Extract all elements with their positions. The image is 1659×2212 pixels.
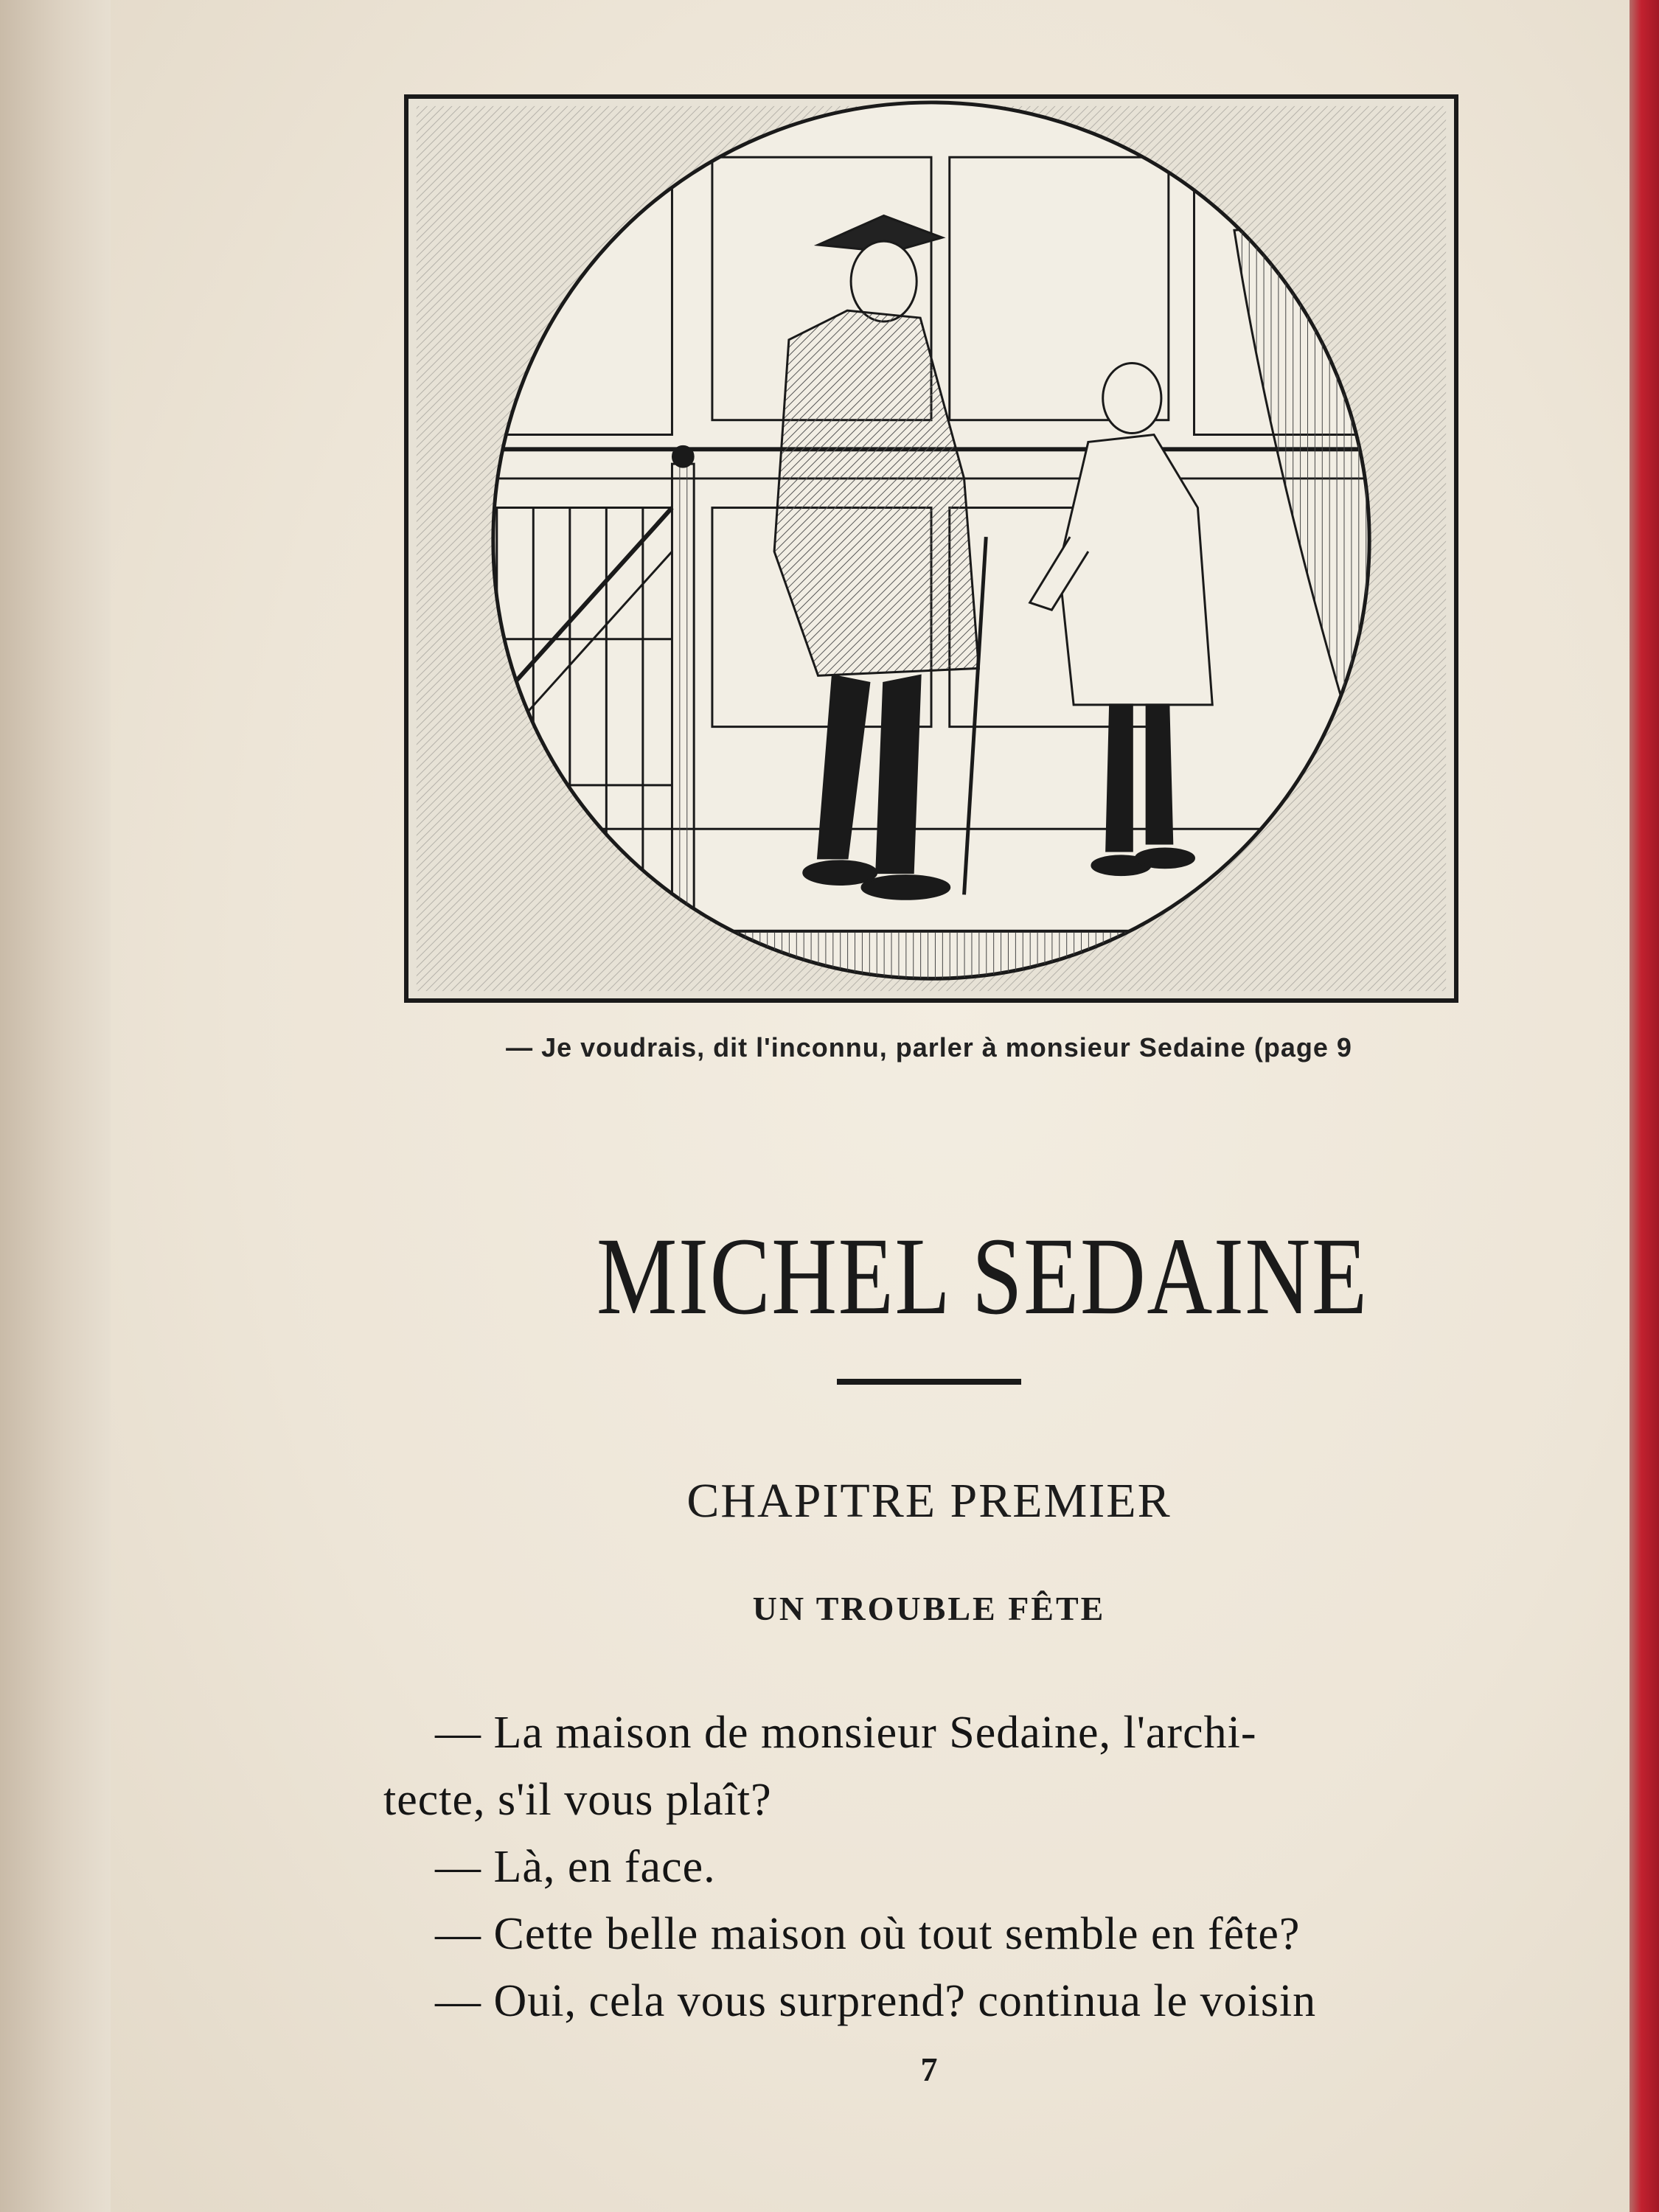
text-line: — Là, en face. (435, 1842, 716, 1892)
book-cover-edge (1630, 0, 1659, 2212)
text-line: — Oui, cela vous surprend? continua le voisin (435, 1976, 1317, 2026)
chapter-heading: CHAPITRE PREMIER (686, 1474, 1172, 1528)
chapter-subtitle: UN TROUBLE FÊTE (752, 1590, 1106, 1627)
book-page (111, 0, 1630, 2212)
text-line: — La maison de monsieur Sedaine, l'archi- (435, 1708, 1257, 1758)
text-line: tecte, s'il vous plaît? (383, 1775, 772, 1825)
illustration-caption: — Je voudrais, dit l'inconnu, parler à monsieur Sedaine (page 9 (506, 1032, 1352, 1062)
book-binding-left (0, 0, 111, 2212)
book-title: MICHEL SEDAINE (597, 1215, 1368, 1338)
body-text (383, 1700, 1475, 2035)
title-divider (837, 1379, 1021, 1385)
engraving-illustration-icon (404, 94, 1458, 1003)
page-number: 7 (920, 2051, 938, 2088)
text-line: — Cette belle maison où tout semble en fête? (435, 1909, 1301, 1959)
